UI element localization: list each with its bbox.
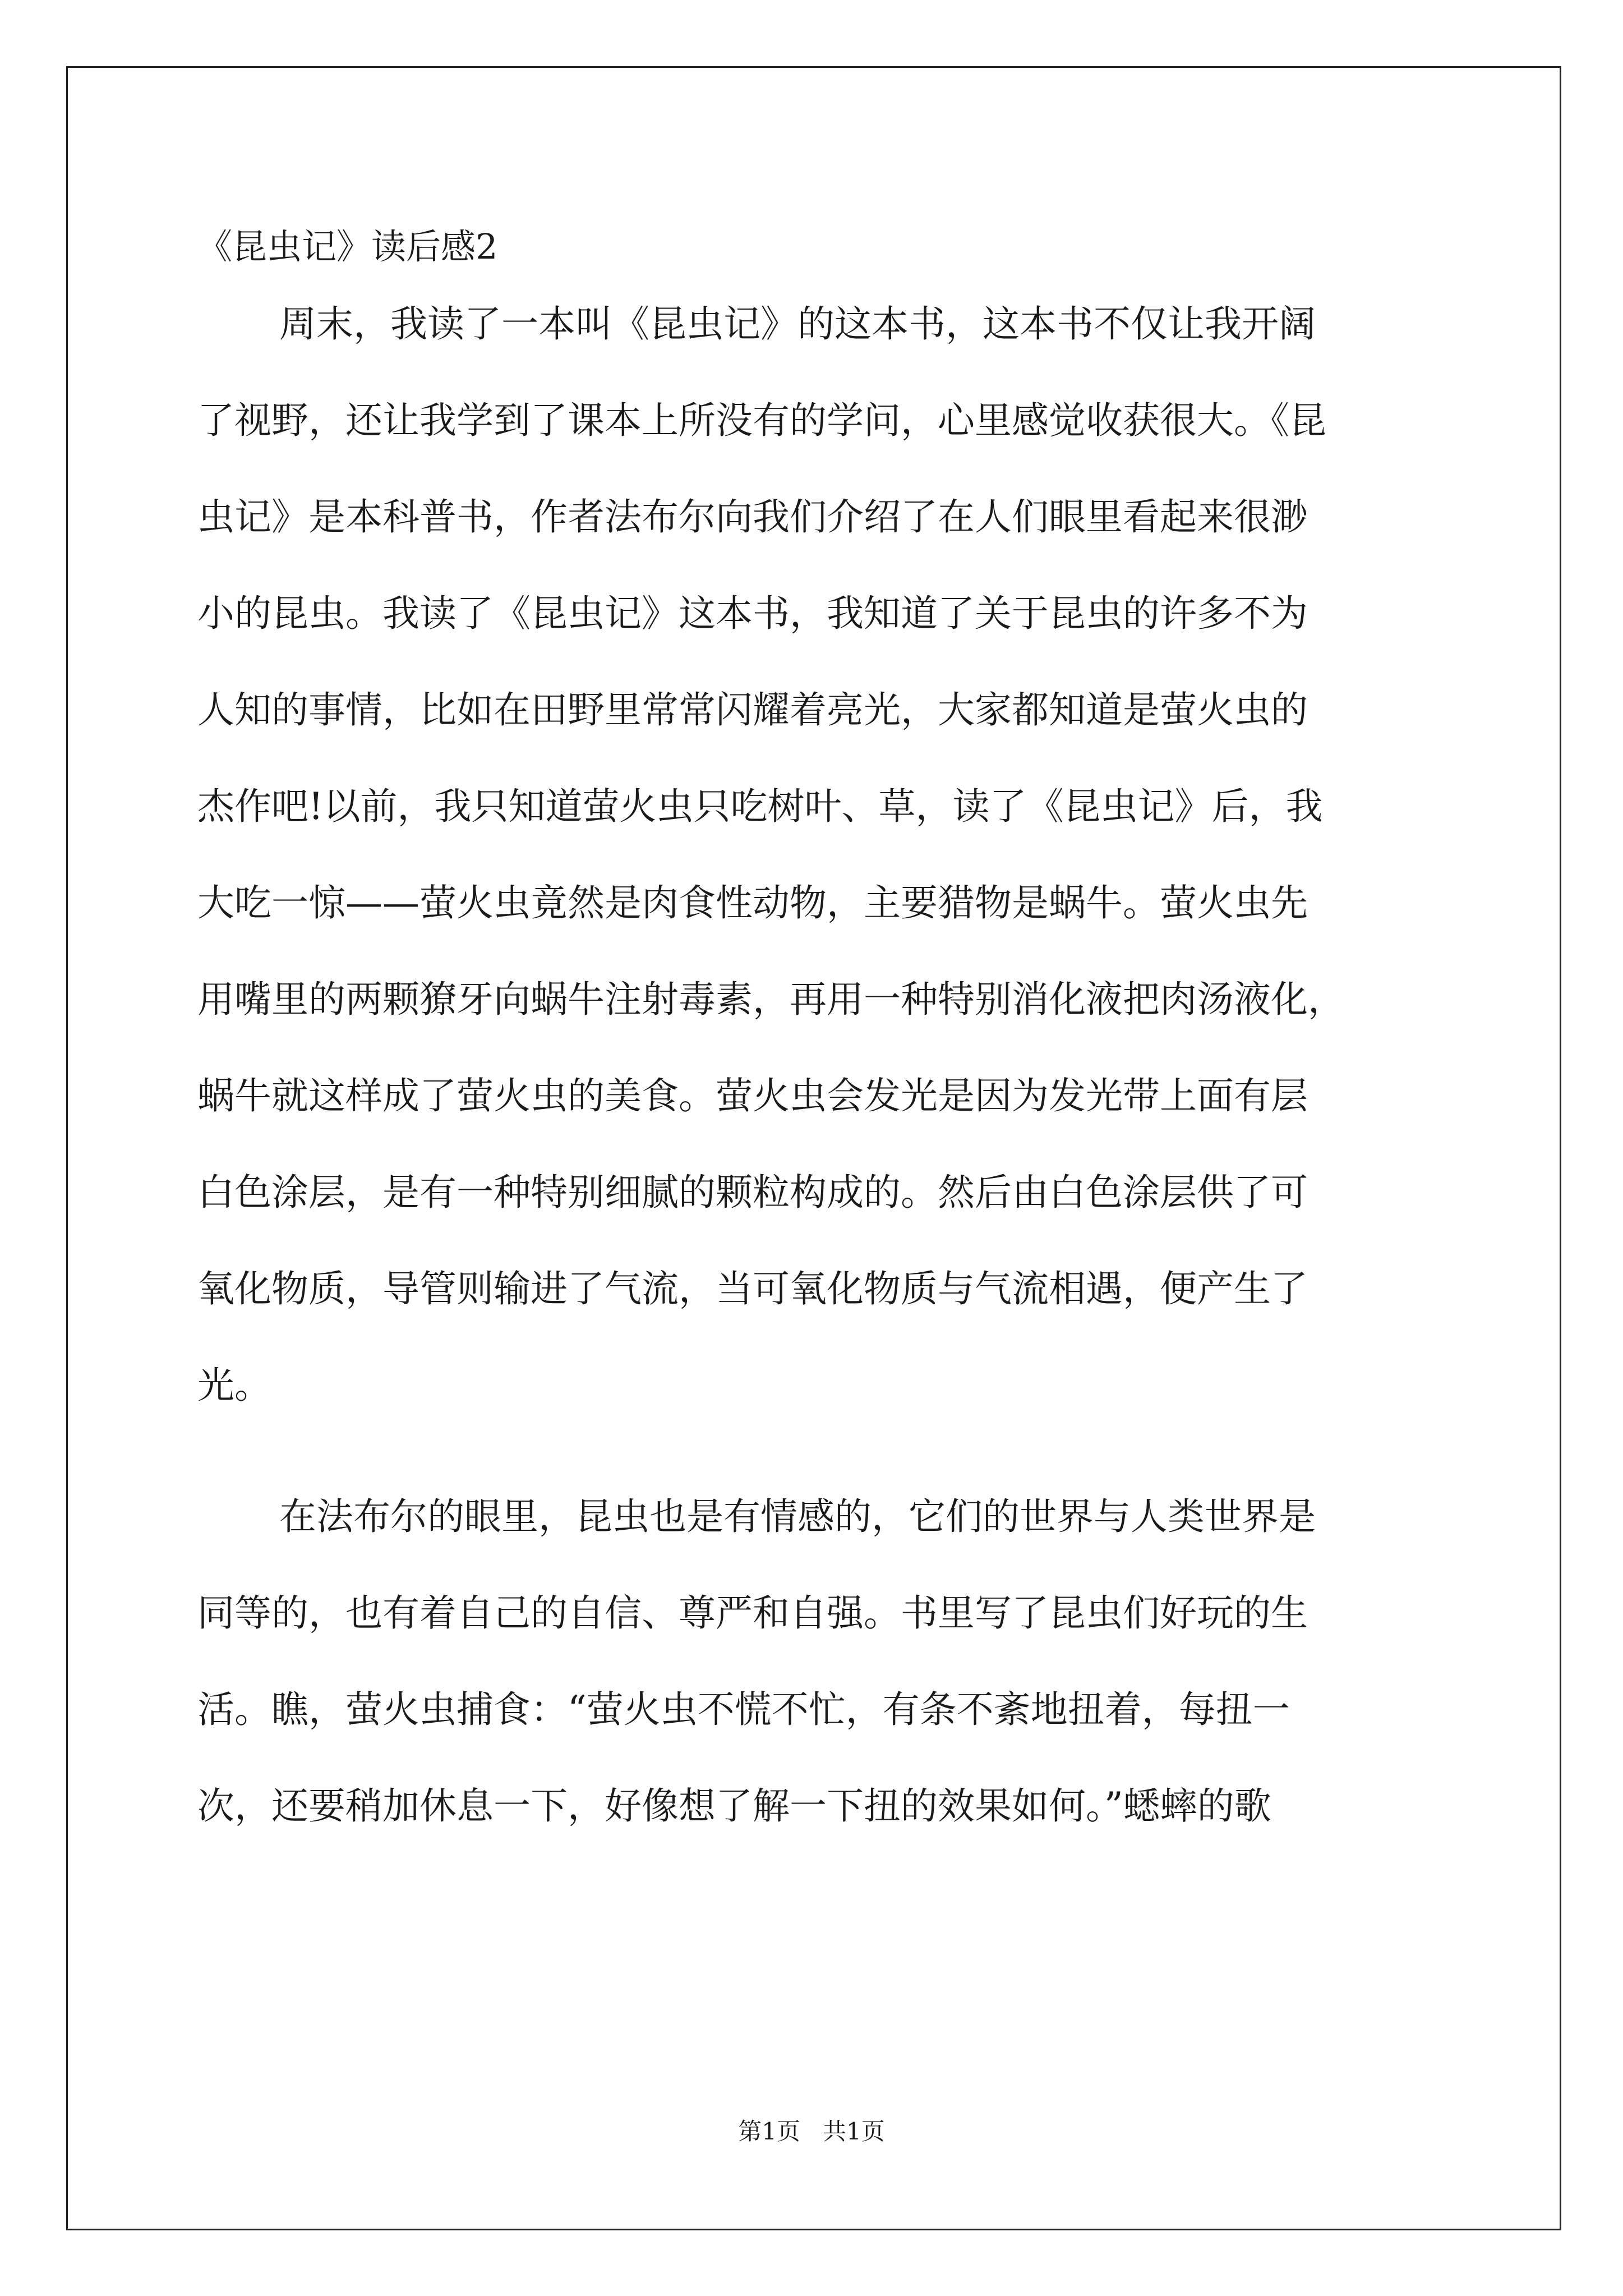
page-total: 共1页 <box>823 2118 885 2145</box>
paragraph-1-line-7: 大吃一惊——萤火虫竟然是肉食性动物，主要猎物是蜗牛。萤火虫先 <box>197 881 1308 924</box>
paragraph-2-line-1: 在法布尔的眼里，昆虫也是有情感的，它们的世界与人类世界是 <box>279 1495 1316 1538</box>
paragraph-1-line-6: 杰作吧!以前，我只知道萤火虫只吃树叶、草，读了《昆虫记》后，我 <box>197 785 1323 828</box>
paragraph-2-line-3: 活。瞧，萤火虫捕食：“萤火虫不慌不忙，有条不紊地扭着，每扭一 <box>197 1688 1290 1731</box>
paragraph-1-line-5: 人知的事情，比如在田野里常常闪耀着亮光，大家都知道是萤火虫的 <box>197 688 1308 731</box>
page-number: 第1页 <box>738 2118 800 2145</box>
paragraph-1-line-9: 蜗牛就这样成了萤火虫的美食。萤火虫会发光是因为发光带上面有层 <box>197 1074 1308 1117</box>
paragraph-1-line-11: 氧化物质，导管则输进了气流，当可氧化物质与气流相遇，便产生了 <box>197 1267 1308 1310</box>
document-title: 《昆虫记》读后感2 <box>197 226 498 267</box>
paragraph-1-line-1: 周末，我读了一本叫《昆虫记》的这本书，这本书不仅让我开阔 <box>279 302 1316 346</box>
paragraph-1-line-2: 了视野，还让我学到了课本上所没有的学问，心里感觉收获很大。《昆 <box>197 399 1326 442</box>
paragraph-1-line-10: 白色涂层，是有一种特别细腻的颗粒构成的。然后由白色涂层供了可 <box>197 1171 1308 1214</box>
paragraph-1-line-8: 用嘴里的两颗獠牙向蜗牛注射毒素，再用一种特别消化液把肉汤液化， <box>197 978 1345 1021</box>
paragraph-1-line-12: 光。 <box>197 1364 271 1407</box>
paragraph-1-line-3: 虫记》是本科普书，作者法布尔向我们介绍了在人们眼里看起来很渺 <box>197 495 1308 539</box>
paragraph-1-line-4: 小的昆虫。我读了《昆虫记》这本书，我知道了关于昆虫的许多不为 <box>197 592 1308 635</box>
paragraph-2-line-2: 同等的，也有着自己的自信、尊严和自强。书里写了昆虫们好玩的生 <box>197 1591 1308 1635</box>
paragraph-2-line-4: 次，还要稍加休息一下，好像想了解一下扭的效果如何。”蟋蟀的歌 <box>197 1784 1271 1828</box>
page-footer <box>0 2115 1623 2148</box>
page-frame <box>66 66 1561 2230</box>
